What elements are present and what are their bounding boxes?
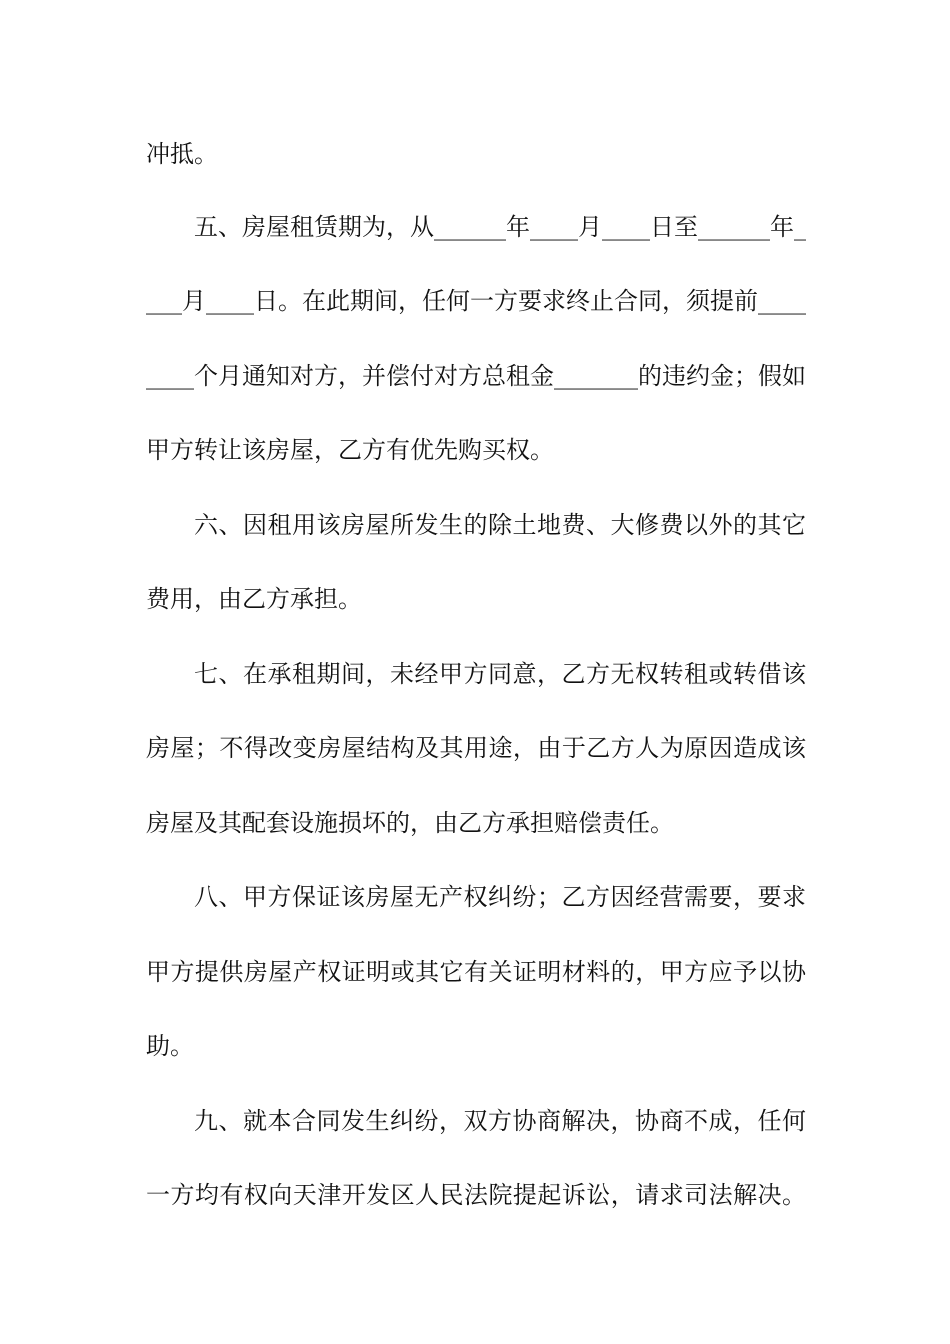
clause-6-line-1: 六、因租用该房屋所发生的除土地费、大修费以外的其它 [194,511,806,539]
clause-5-line-1: 五、房屋租赁期为，从______年____月____日至______年_ [194,213,806,241]
clause-7-line-2: 房屋；不得改变房屋结构及其用途，由于乙方人为原因造成该 [146,734,806,762]
clause-9-line-2: 一方均有权向天津开发区人民法院提起诉讼，请求司法解决。 [146,1181,806,1209]
clause-8-line-3: 助。 [146,1032,194,1060]
text-line-1: 冲抵。 [146,140,218,168]
clause-8-line-1: 八、甲方保证该房屋无产权纠纷；乙方因经营需要，要求 [194,883,806,911]
clause-5-line-4: 甲方转让该房屋，乙方有优先购买权。 [146,436,554,464]
clause-7-line-1: 七、在承租期间，未经甲方同意，乙方无权转租或转借该 [194,660,806,688]
clause-9-line-1: 九、就本合同发生纠纷，双方协商解决，协商不成，任何 [194,1107,806,1135]
clause-5-line-3: ____个月通知对方，并偿付对方总租金_______的违约金；假如 [146,362,806,390]
clause-7-line-3: 房屋及其配套设施损坏的，由乙方承担赔偿责任。 [146,809,674,837]
clause-6-line-2: 费用，由乙方承担。 [146,585,362,613]
clause-8-line-2: 甲方提供房屋产权证明或其它有关证明材料的，甲方应予以协 [146,958,806,986]
clause-5-line-2: ___月____日。在此期间，任何一方要求终止合同，须提前____ [146,287,806,315]
